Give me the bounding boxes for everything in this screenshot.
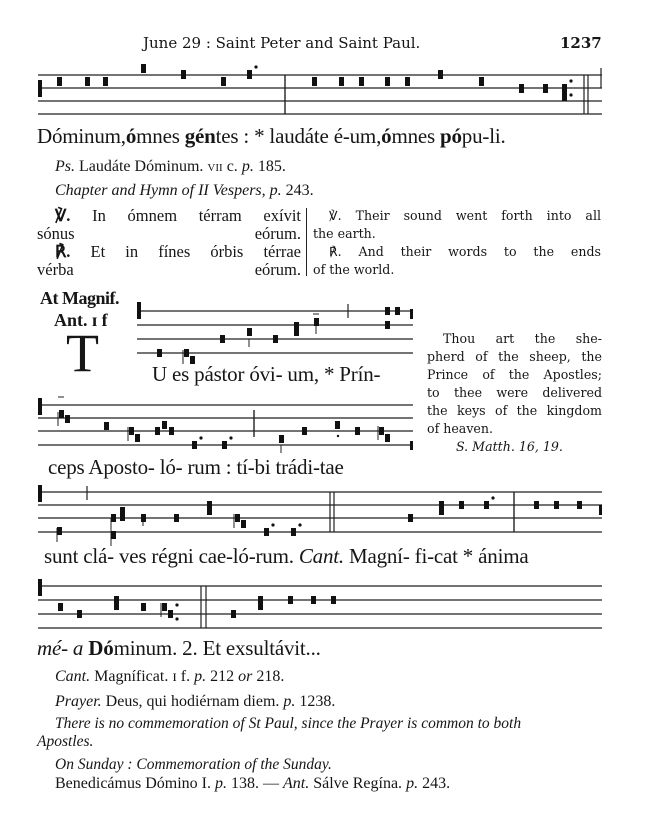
response-symbol: ℟. — [55, 242, 71, 261]
or-word: or — [238, 668, 253, 685]
response-translation: And their words to the ends — [358, 244, 601, 259]
benedicamus-text: Benedicámus Dómino I. — [55, 775, 215, 792]
response-text-cont: vérba eórum. — [37, 260, 301, 279]
psalm-tone: vii — [207, 158, 223, 175]
canticle-page-alt: 218. — [252, 668, 285, 685]
antiphon-lyrics-1: U es pástor óvi- um, * Prín- — [152, 362, 381, 386]
benedicamus-page: 138. — — [226, 775, 283, 792]
lyric-syllable: Dóminum, — [37, 124, 126, 148]
prayer-label: Prayer. — [55, 693, 102, 710]
versicle-text-cont: sónus eórum. — [37, 224, 301, 243]
lyric-syllable: tes : * laudáte é-um, — [215, 124, 382, 148]
prayer-text: Deus, qui hodiérnam diem. — [101, 693, 284, 710]
psalm-page: 185. — [253, 158, 286, 175]
response-symbol: ℟. — [329, 244, 342, 259]
antiphon-lyrics-4 — [37, 636, 321, 661]
sunday-rubric: On Sunday : Commemoration of the Sunday. — [55, 756, 332, 773]
translation-line: to thee were delivered — [427, 385, 602, 400]
lyric-text: Magní- fi-cat * ánima — [343, 544, 529, 568]
translation-line: Prince of the Apostles; — [427, 367, 602, 382]
versicle-translation: Their sound went forth into all — [355, 208, 601, 223]
canticle-rubric — [55, 668, 284, 686]
psalm-text: Laudáte Dóminum. — [75, 158, 208, 175]
lyric-syllable: pó — [440, 124, 462, 148]
translation-line: pherd of the sheep, the — [427, 349, 602, 364]
lyric-text: sunt clá- ves régni cae-ló-rum. — [44, 544, 299, 568]
page-abbrev: p. — [214, 775, 227, 792]
benedicamus-rubric — [55, 775, 450, 793]
page-number: 1237 — [560, 34, 602, 52]
versicle-symbol: ℣. — [329, 208, 342, 223]
translation-line: of heaven. — [427, 421, 494, 436]
response-translation-cont: of the world. — [313, 262, 395, 277]
page-abbrev: p. — [241, 158, 254, 175]
prayer-rubric — [55, 693, 335, 711]
translation-line: the keys of the kingdom — [427, 403, 602, 418]
salve-page: 243. — [418, 775, 451, 792]
antiphon-label-2: Ant. ɪ f — [54, 310, 108, 330]
lyric-syllable: ó — [125, 124, 137, 148]
scripture-citation: S. Matth. 16, 19. — [456, 439, 563, 454]
canticle-label: Cant. — [298, 544, 344, 568]
versicle-translation-cont: the earth. — [313, 226, 376, 241]
prayer-page: 1238. — [295, 693, 336, 710]
lyric-text: mé- a — [37, 636, 84, 660]
lyric-syllable: mnes — [136, 124, 185, 148]
response-text: Et in fínes órbis térrae — [90, 242, 301, 261]
canticle-text: Magníficat. ɪ f. — [90, 668, 195, 685]
antiphon-initial: T — [66, 323, 99, 383]
canticle-page: 212 — [206, 668, 239, 685]
page-abbrev: p. — [269, 182, 282, 199]
commemoration-note-2: Apostles. — [37, 733, 94, 750]
lyric-syllable: ó — [381, 124, 392, 148]
canticle-label: Cant. — [55, 668, 91, 685]
antiphon-label-1: At Magnif. — [40, 288, 119, 308]
chapter-text: Chapter and Hymn of II Vespers, — [55, 182, 270, 199]
lyric-text: Dó — [88, 636, 114, 660]
salve-text: Sálve Regína. — [309, 775, 407, 792]
page-abbrev: p. — [406, 775, 419, 792]
lyric-syllable: gén — [184, 124, 216, 148]
chapter-page: 243. — [281, 182, 314, 199]
page-abbrev: p. — [194, 668, 207, 685]
running-title: June 29 : Saint Peter and Saint Paul. — [143, 34, 421, 52]
lyric-syllable: mnes — [391, 124, 441, 148]
versicle-text: In ómnem térram exívit — [92, 206, 302, 225]
antiphon-lyrics-2: ceps Aposto- ló- rum : tí-bi trádi-tae — [48, 455, 344, 479]
lyric-syllable: pu-li. — [461, 124, 506, 148]
page-abbrev: p. — [283, 693, 296, 710]
antiphon-label: Ant. — [282, 775, 310, 792]
commemoration-note-1: There is no commemoration of St Paul, since the Prayer is common to both — [55, 715, 522, 732]
psalm-ending: c. — [222, 158, 242, 175]
psalm-label: Ps. — [55, 158, 75, 175]
lyric-text: minum. 2. Et exsultávit... — [113, 636, 321, 660]
versicle-symbol: ℣. — [55, 206, 71, 225]
translation-line: Thou art the she- — [443, 331, 602, 346]
